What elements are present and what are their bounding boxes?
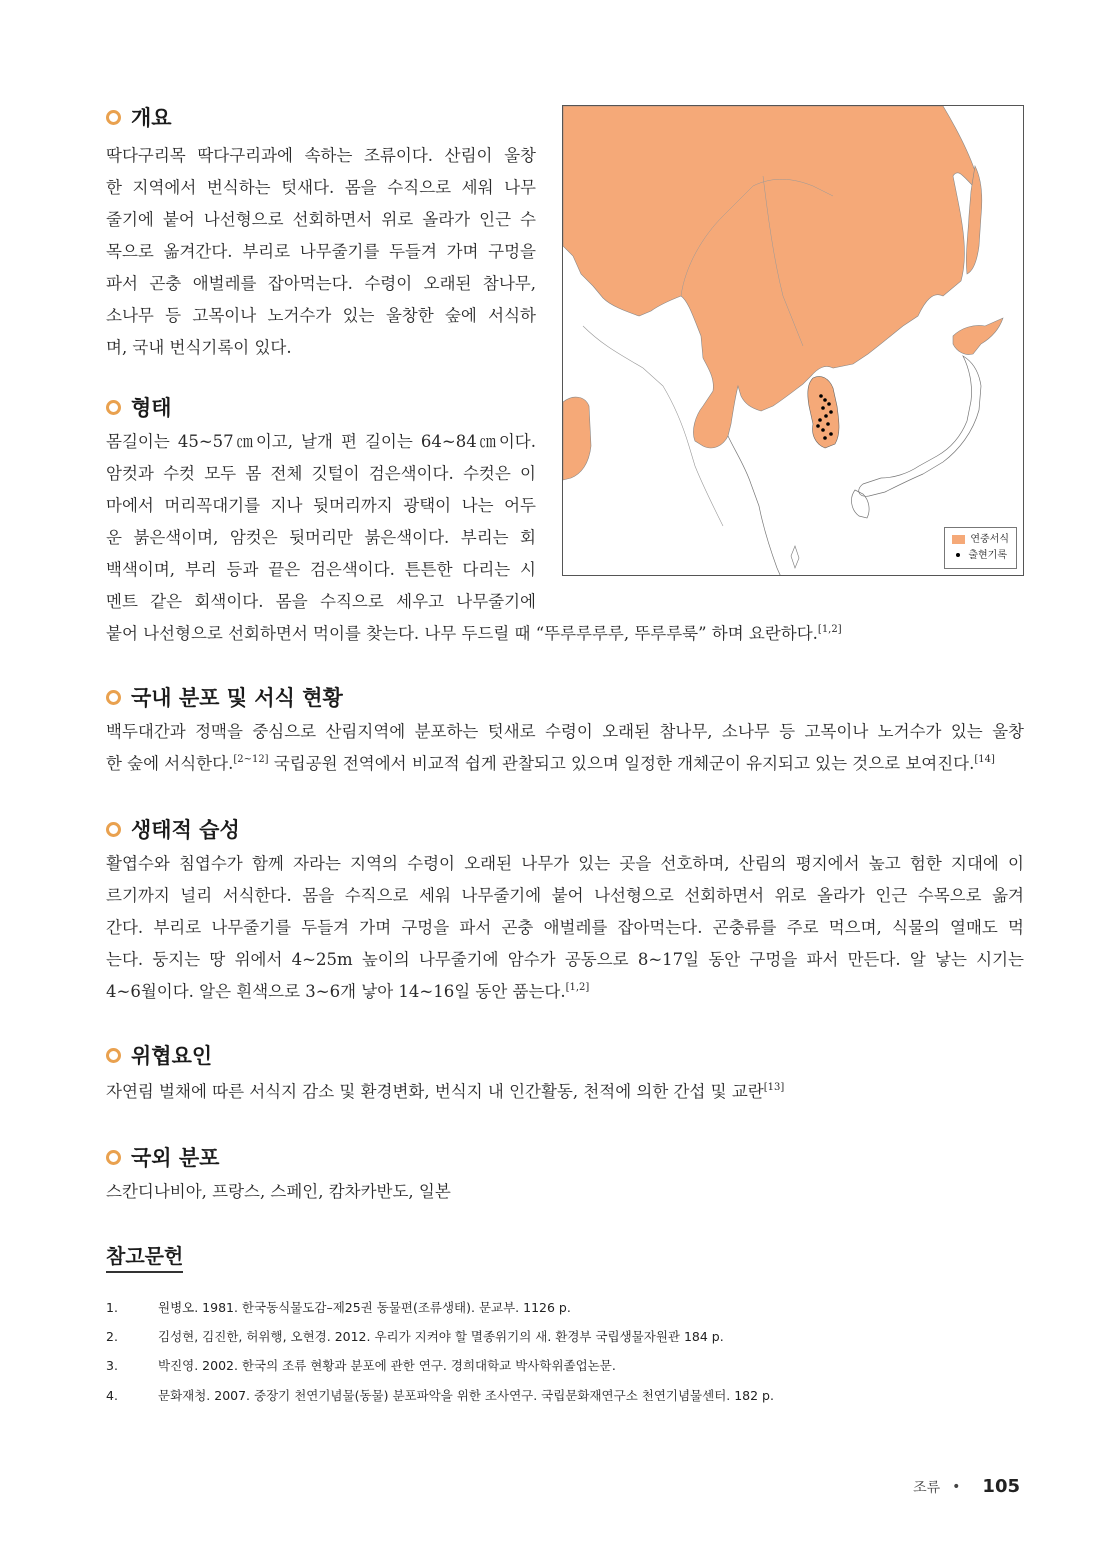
record-point bbox=[829, 432, 833, 436]
text-line: 며, 국내 번식기록이 있다. bbox=[106, 338, 292, 357]
text-line: 한 지역에서 번식하는 텃새다. 몸을 수직으로 세워 나무 bbox=[106, 178, 536, 197]
circle-bullet-icon bbox=[106, 690, 121, 705]
section-title: 생태적 습성 bbox=[131, 818, 240, 842]
text-line: 소나무 등 고목이나 노거수가 있는 울창한 숲에 서식하 bbox=[106, 306, 536, 325]
record-point bbox=[818, 418, 822, 422]
citation: [14] bbox=[974, 754, 995, 765]
china-coast-outline bbox=[728, 436, 781, 576]
page-number: 105 bbox=[982, 1476, 1020, 1497]
reference-text: 문화재청. 2007. 중장기 천연기념물(동물) 분포파악을 위한 조사연구. 국립문화재연구소 천연기념물센터. 182 p. bbox=[158, 1388, 774, 1403]
text-line: 마에서 머리꼭대기를 지나 뒷머리까지 광택이 나는 어두 bbox=[106, 496, 536, 515]
reference-text: 원병오. 1981. 한국동식물도감–제25권 동물편(조류생태). 문교부. 1126 p. bbox=[158, 1300, 571, 1315]
citation: [1,2] bbox=[817, 624, 842, 635]
morphology-last-line bbox=[106, 618, 1026, 650]
text-line: 자연림 벌채에 따른 서식지 감소 및 환경변화, 번식지 내 인간활동, 천적에 의한 간섭 및 교란 bbox=[106, 1082, 764, 1101]
text-line: 4~6월이다. 알은 흰색으로 3~6개 낳아 14~16일 동안 품는다. bbox=[106, 982, 566, 1001]
circle-bullet-icon bbox=[106, 1048, 121, 1063]
reference-text: 김성현, 김진한, 허위행, 오현경. 2012. 우리가 지켜야 할 멸종위기의 새. 환경부 국립생물자원관 184 p. bbox=[158, 1329, 724, 1344]
text-line: 는다. 둥지는 땅 위에서 4~25m 높이의 나무줄기에 암수가 공동으로 8~17일 동안 구멍을 파서 만든다. 알 낳는 시기는 bbox=[106, 950, 1024, 969]
text-line: 간다. 부리로 나무줄기를 두들겨 가며 구멍을 파서 곤충 애벌레를 잡아먹는다. 곤충류를 주로 먹으며, 식물의 열매도 먹 bbox=[106, 918, 1024, 937]
text-line: 한 숲에 서식한다. bbox=[106, 754, 234, 773]
text-line: 국립공원 전역에서 비교적 쉽게 관찰되고 있으며 일정한 개체군이 유지되고 있는 것으로 보여진다. bbox=[268, 754, 975, 773]
citation: [1,2] bbox=[565, 982, 590, 993]
text-line: 줄기에 붙어 나선형으로 선회하면서 위로 올라가 인근 수 bbox=[106, 210, 536, 229]
reference-item bbox=[106, 1327, 724, 1345]
text-line: 스칸디나비아, 프랑스, 스페인, 캄차카반도, 일본 bbox=[106, 1182, 451, 1201]
record-point bbox=[827, 402, 831, 406]
text-line: 백두대간과 정맥을 중심으로 산림지역에 분포하는 텃새로 수령이 오래된 참나무, 소나무 등 고목이나 노거수가 있는 울창 bbox=[106, 722, 1024, 741]
footer-section: 조류 bbox=[913, 1479, 941, 1496]
text-line: 붙어 나선형으로 선회하면서 먹이를 찾는다. 나무 두드릴 때 “뚜루루루루, 뚜루루룩” 하며 요란하다. bbox=[106, 624, 818, 643]
reference-number: 2. bbox=[106, 1329, 118, 1344]
reference-number: 1. bbox=[106, 1300, 118, 1315]
text-line: 르기까지 널리 서식한다. 몸을 수직으로 세워 나무줄기에 붙어 나선형으로 선회하면서 위로 올라가 인근 수목으로 옮겨 bbox=[106, 886, 1024, 905]
section-heading-overview bbox=[106, 102, 172, 132]
record-point bbox=[823, 398, 827, 402]
reference-item bbox=[106, 1386, 774, 1404]
text-line: 딱다구리목 딱다구리과에 속하는 조류이다. 산림이 울창 bbox=[106, 146, 536, 165]
page-footer bbox=[913, 1476, 1020, 1497]
text-line: 운 붉은색이며, 암컷은 뒷머리만 붉은색이다. 부리는 회 bbox=[106, 528, 536, 547]
section-heading-morphology bbox=[106, 392, 172, 422]
reference-item bbox=[106, 1356, 616, 1374]
range-area-sakhalin bbox=[966, 166, 981, 274]
reference-text: 박진영. 2002. 한국의 조류 현황과 분포에 관한 연구. 경희대학교 박사학위졸업논문. bbox=[158, 1358, 616, 1373]
threats-paragraph bbox=[106, 1076, 1024, 1108]
overview-paragraph bbox=[106, 140, 536, 364]
circle-bullet-icon bbox=[106, 1150, 121, 1165]
text-line: 파서 곤충 애벌레를 잡아먹는다. 수령이 오래된 참나무, bbox=[106, 274, 536, 293]
reference-item bbox=[106, 1298, 571, 1316]
footer-separator: • bbox=[952, 1478, 961, 1495]
references-title: 참고문헌 bbox=[106, 1240, 183, 1273]
section-heading-threats bbox=[106, 1040, 212, 1070]
map-legend bbox=[944, 527, 1017, 569]
record-point bbox=[821, 406, 825, 410]
range-area-hokkaido bbox=[953, 318, 1003, 355]
text-line: 몸길이는 45~57㎝이고, 날개 편 길이는 64~84㎝이다. bbox=[106, 432, 536, 451]
record-point bbox=[816, 424, 820, 428]
section-title: 형태 bbox=[131, 396, 172, 420]
section-heading-ecology bbox=[106, 814, 240, 844]
record-point bbox=[824, 414, 828, 418]
record-dot-icon bbox=[956, 553, 960, 557]
circle-bullet-icon bbox=[106, 822, 121, 837]
range-area-west bbox=[563, 397, 591, 480]
domestic-paragraph bbox=[106, 716, 1024, 780]
reference-number: 3. bbox=[106, 1358, 118, 1373]
range-area-main bbox=[563, 106, 975, 448]
legend-range bbox=[952, 532, 1009, 548]
section-title: 개요 bbox=[131, 106, 172, 130]
circle-bullet-icon bbox=[106, 110, 121, 125]
text-line: 활엽수와 침엽수가 함께 자라는 지역의 수령이 오래된 나무가 있는 곳을 선호하며, 산림의 평지에서 높고 험한 지대에 이 bbox=[106, 854, 1024, 873]
reference-number: 4. bbox=[106, 1388, 118, 1403]
legend-record-label: 출현기록 bbox=[968, 550, 1007, 561]
citation: [2~12] bbox=[233, 754, 269, 765]
section-heading-overseas bbox=[106, 1142, 219, 1172]
range-swatch-icon bbox=[952, 535, 965, 544]
record-point bbox=[821, 428, 825, 432]
legend-range-label: 연중서식 bbox=[970, 534, 1009, 545]
section-title: 국외 분포 bbox=[131, 1146, 220, 1170]
morphology-paragraph bbox=[106, 426, 536, 618]
text-line: 암컷과 수컷 모두 몸 전체 깃털이 검은색이다. 수컷은 이 bbox=[106, 464, 536, 483]
text-line: 멘트 같은 회색이다. 몸을 수직으로 세우고 나무줄기에 bbox=[106, 592, 536, 611]
legend-record bbox=[952, 548, 1009, 564]
map-graphic bbox=[563, 106, 1024, 576]
section-title: 국내 분포 및 서식 현황 bbox=[131, 686, 343, 710]
citation: [13] bbox=[763, 1082, 785, 1093]
record-point bbox=[829, 410, 833, 414]
text-line: 목으로 옮겨간다. 부리로 나무줄기를 두들겨 가며 구멍을 bbox=[106, 242, 536, 261]
text-line: 백색이며, 부리 등과 끝은 검은색이다. 튼튼한 다리는 시 bbox=[106, 560, 536, 579]
overseas-paragraph bbox=[106, 1176, 1024, 1208]
record-point bbox=[819, 394, 823, 398]
distribution-map bbox=[562, 105, 1024, 576]
taiwan-outline bbox=[791, 546, 799, 568]
section-heading-domestic bbox=[106, 682, 343, 712]
japan-outline bbox=[859, 356, 981, 496]
record-point bbox=[823, 436, 827, 440]
circle-bullet-icon bbox=[106, 400, 121, 415]
ecology-paragraph bbox=[106, 848, 1024, 1008]
section-title: 위협요인 bbox=[131, 1044, 213, 1068]
record-point bbox=[826, 422, 830, 426]
